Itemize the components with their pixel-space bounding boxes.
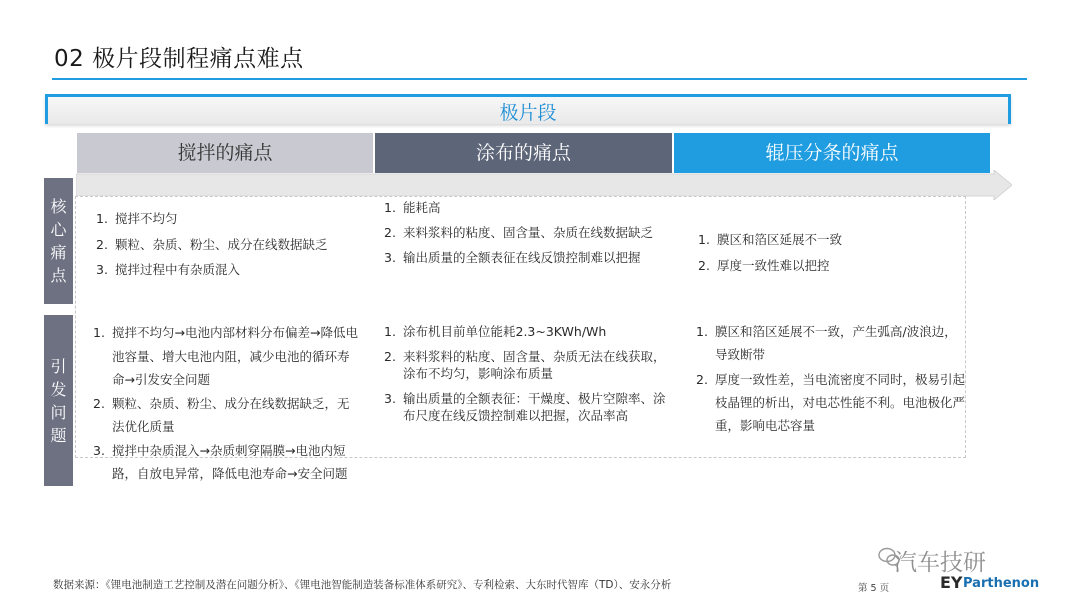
list-item: 2. 来料浆料的粘度、固含量、杂质无法在线获取，涂布不均匀，影响涂布质量 [384, 349, 666, 381]
list-item: 2. 厚度一致性差，当电流密度不同时，极易引起枝晶锂的析出，对电芯性能不利。电池极化严重，影响电芯容量 [696, 372, 966, 433]
issue-list-coating [384, 323, 668, 424]
list-item: 1. 搅拌不均匀→电池内部材料分布偏差→降低电池容量、增大电池内阻，减少电池的循环寿命→引发安全问题 [93, 325, 358, 387]
source-note: 数据来源：《锂电池制造工艺控制及潜在问题分析》、《锂电池智能制造装备标准体系研究》、专利检索、大东时代智库（TD）、安永分析 [53, 579, 672, 591]
ey-logo: EY [940, 573, 963, 592]
watermark: 汽车技研 [894, 550, 986, 576]
core-list-rolling [698, 227, 968, 279]
list-item: 3. 搅拌过程中有杂质混入 [96, 262, 241, 277]
row-label-issues-text: 引发问题 [50, 356, 67, 445]
section-band [45, 94, 1011, 124]
row-label-issues [44, 315, 73, 486]
list-item: 1. 膜区和箔区延展不一致，产生弧高/波浪边，导致断带 [696, 324, 957, 362]
core-list-coating [384, 199, 666, 266]
list-item: 1. 膜区和箔区延展不一致 [698, 232, 843, 247]
issue-list-rolling [696, 320, 968, 437]
parthenon-logo: Parthenon [963, 576, 1040, 591]
title-rule [52, 78, 1027, 80]
list-item: 3. 输出质量的全额表征：干燥度、极片空隙率、涂布尺度在线反馈控制难以把握，次品率高 [384, 391, 666, 423]
issue-list-mixing [93, 321, 361, 486]
list-item: 2. 厚度一致性难以把控 [698, 258, 830, 273]
column-header-mixing: 搅拌的痛点 [77, 133, 373, 173]
core-list-mixing [96, 206, 366, 283]
page-title: 02 极片段制程痛点难点 [54, 46, 304, 72]
list-item: 2. 颗粒、杂质、粉尘、成分在线数据缺乏 [96, 236, 328, 252]
column-header-rolling: 辊压分条的痛点 [674, 133, 990, 173]
list-item: 2. 来料浆料的粘度、固含量、杂质在线数据缺乏 [384, 225, 654, 240]
page-number: 第 5 页 [858, 583, 890, 594]
list-item: 3. 输出质量的全额表征在线反馈控制难以把握 [384, 250, 641, 265]
list-item: 3. 搅拌中杂质混入→杂质刺穿隔膜→电池内短路，自放电异常，降低电池寿命→安全问题 [93, 442, 348, 481]
section-band-label: 极片段 [499, 102, 557, 124]
row-label-core [44, 178, 73, 304]
list-item: 2. 颗粒、杂质、粉尘、成分在线数据缺乏，无法优化质量 [93, 395, 350, 434]
list-item: 1. 搅拌不均匀 [96, 211, 178, 226]
row-label-core-text: 核心痛点 [50, 197, 67, 285]
list-item: 1. 涂布机目前单位能耗2.3~3KWh/Wh [384, 324, 607, 339]
list-item: 1. 能耗高 [384, 200, 441, 215]
column-header-coating: 涂布的痛点 [375, 133, 672, 173]
